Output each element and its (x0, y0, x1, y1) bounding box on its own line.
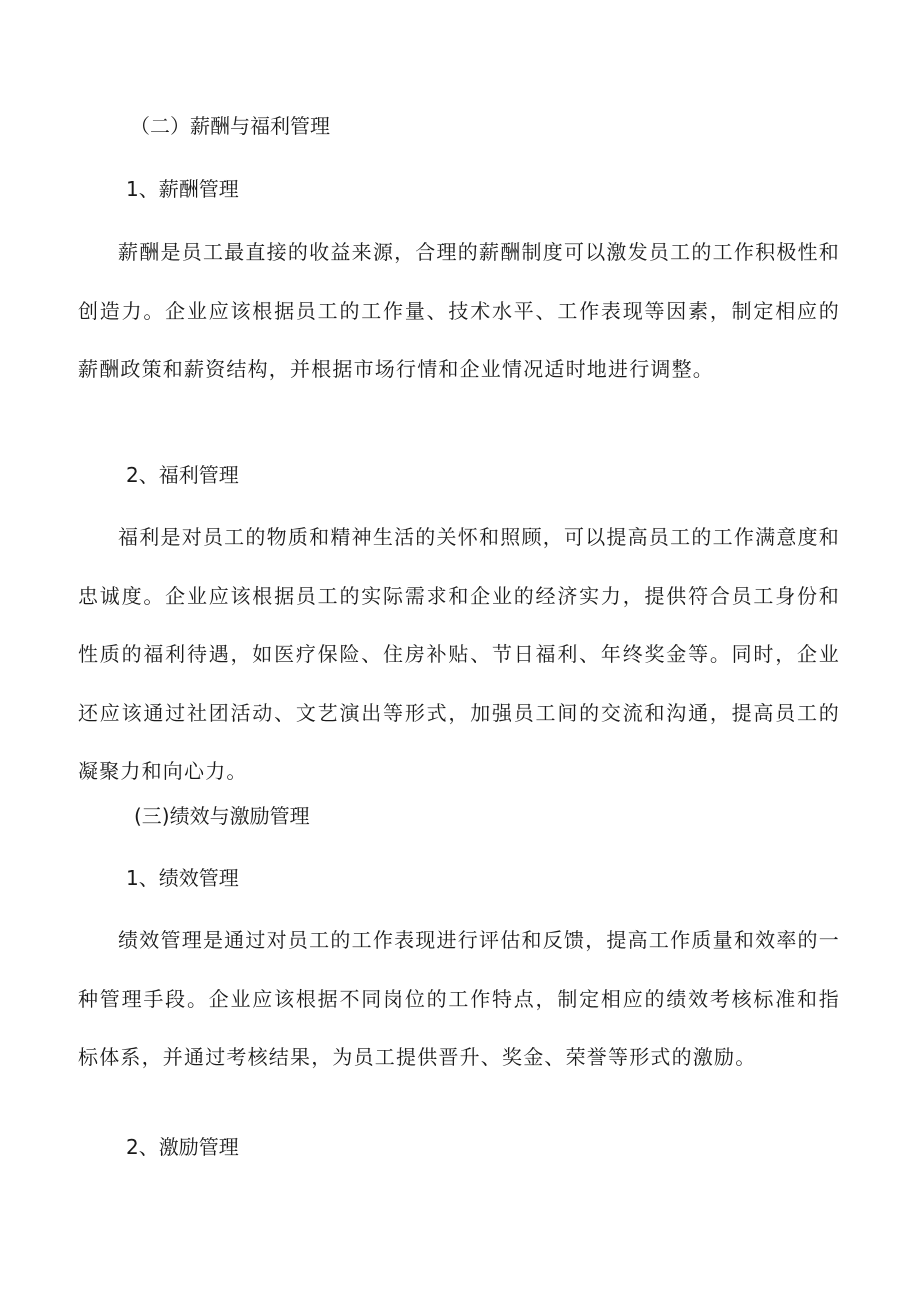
subsection-heading-compensation: 1、薪酬管理 (126, 177, 239, 201)
paragraph-performance: 绩效管理是通过对员工的工作表现进行评估和反馈，提高工作质量和效率的一种管理手段。企业应该根据不同岗位的工作特点，制定相应的绩效考核标准和指标体系，并通过考核结果，为员工提供晋升、奖金、荣誉等形式的激励。 (78, 928, 840, 1070)
subsection-heading-performance: 1、绩效管理 (126, 866, 239, 890)
subsection-heading-incentive: 2、激励管理 (126, 1135, 239, 1159)
paragraph-compensation: 薪酬是员工最直接的收益来源，合理的薪酬制度可以激发员工的工作积极性和创造力。企业应该根据员工的工作量、技术水平、工作表现等因素，制定相应的薪酬政策和薪资结构，并根据市场行情和企业情况适时地进行调整。 (78, 240, 840, 382)
subsection-heading-benefits: 2、福利管理 (126, 463, 239, 487)
section-heading-compensation-benefits: （二）薪酬与福利管理 (130, 114, 330, 138)
paragraph-benefits: 福利是对员工的物质和精神生活的关怀和照顾，可以提高员工的工作满意度和忠诚度。企业应该根据员工的实际需求和企业的经济实力，提供符合员工身份和性质的福利待遇，如医疗保险、住房补贴、节日福利、年终奖金等。同时，企业还应该通过社团活动、文艺演出等形式，加强员工间的交流和沟通，提高员工的凝聚力和向心力。 (78, 525, 840, 784)
section-heading-performance-incentive: (三)绩效与激励管理 (134, 804, 310, 828)
